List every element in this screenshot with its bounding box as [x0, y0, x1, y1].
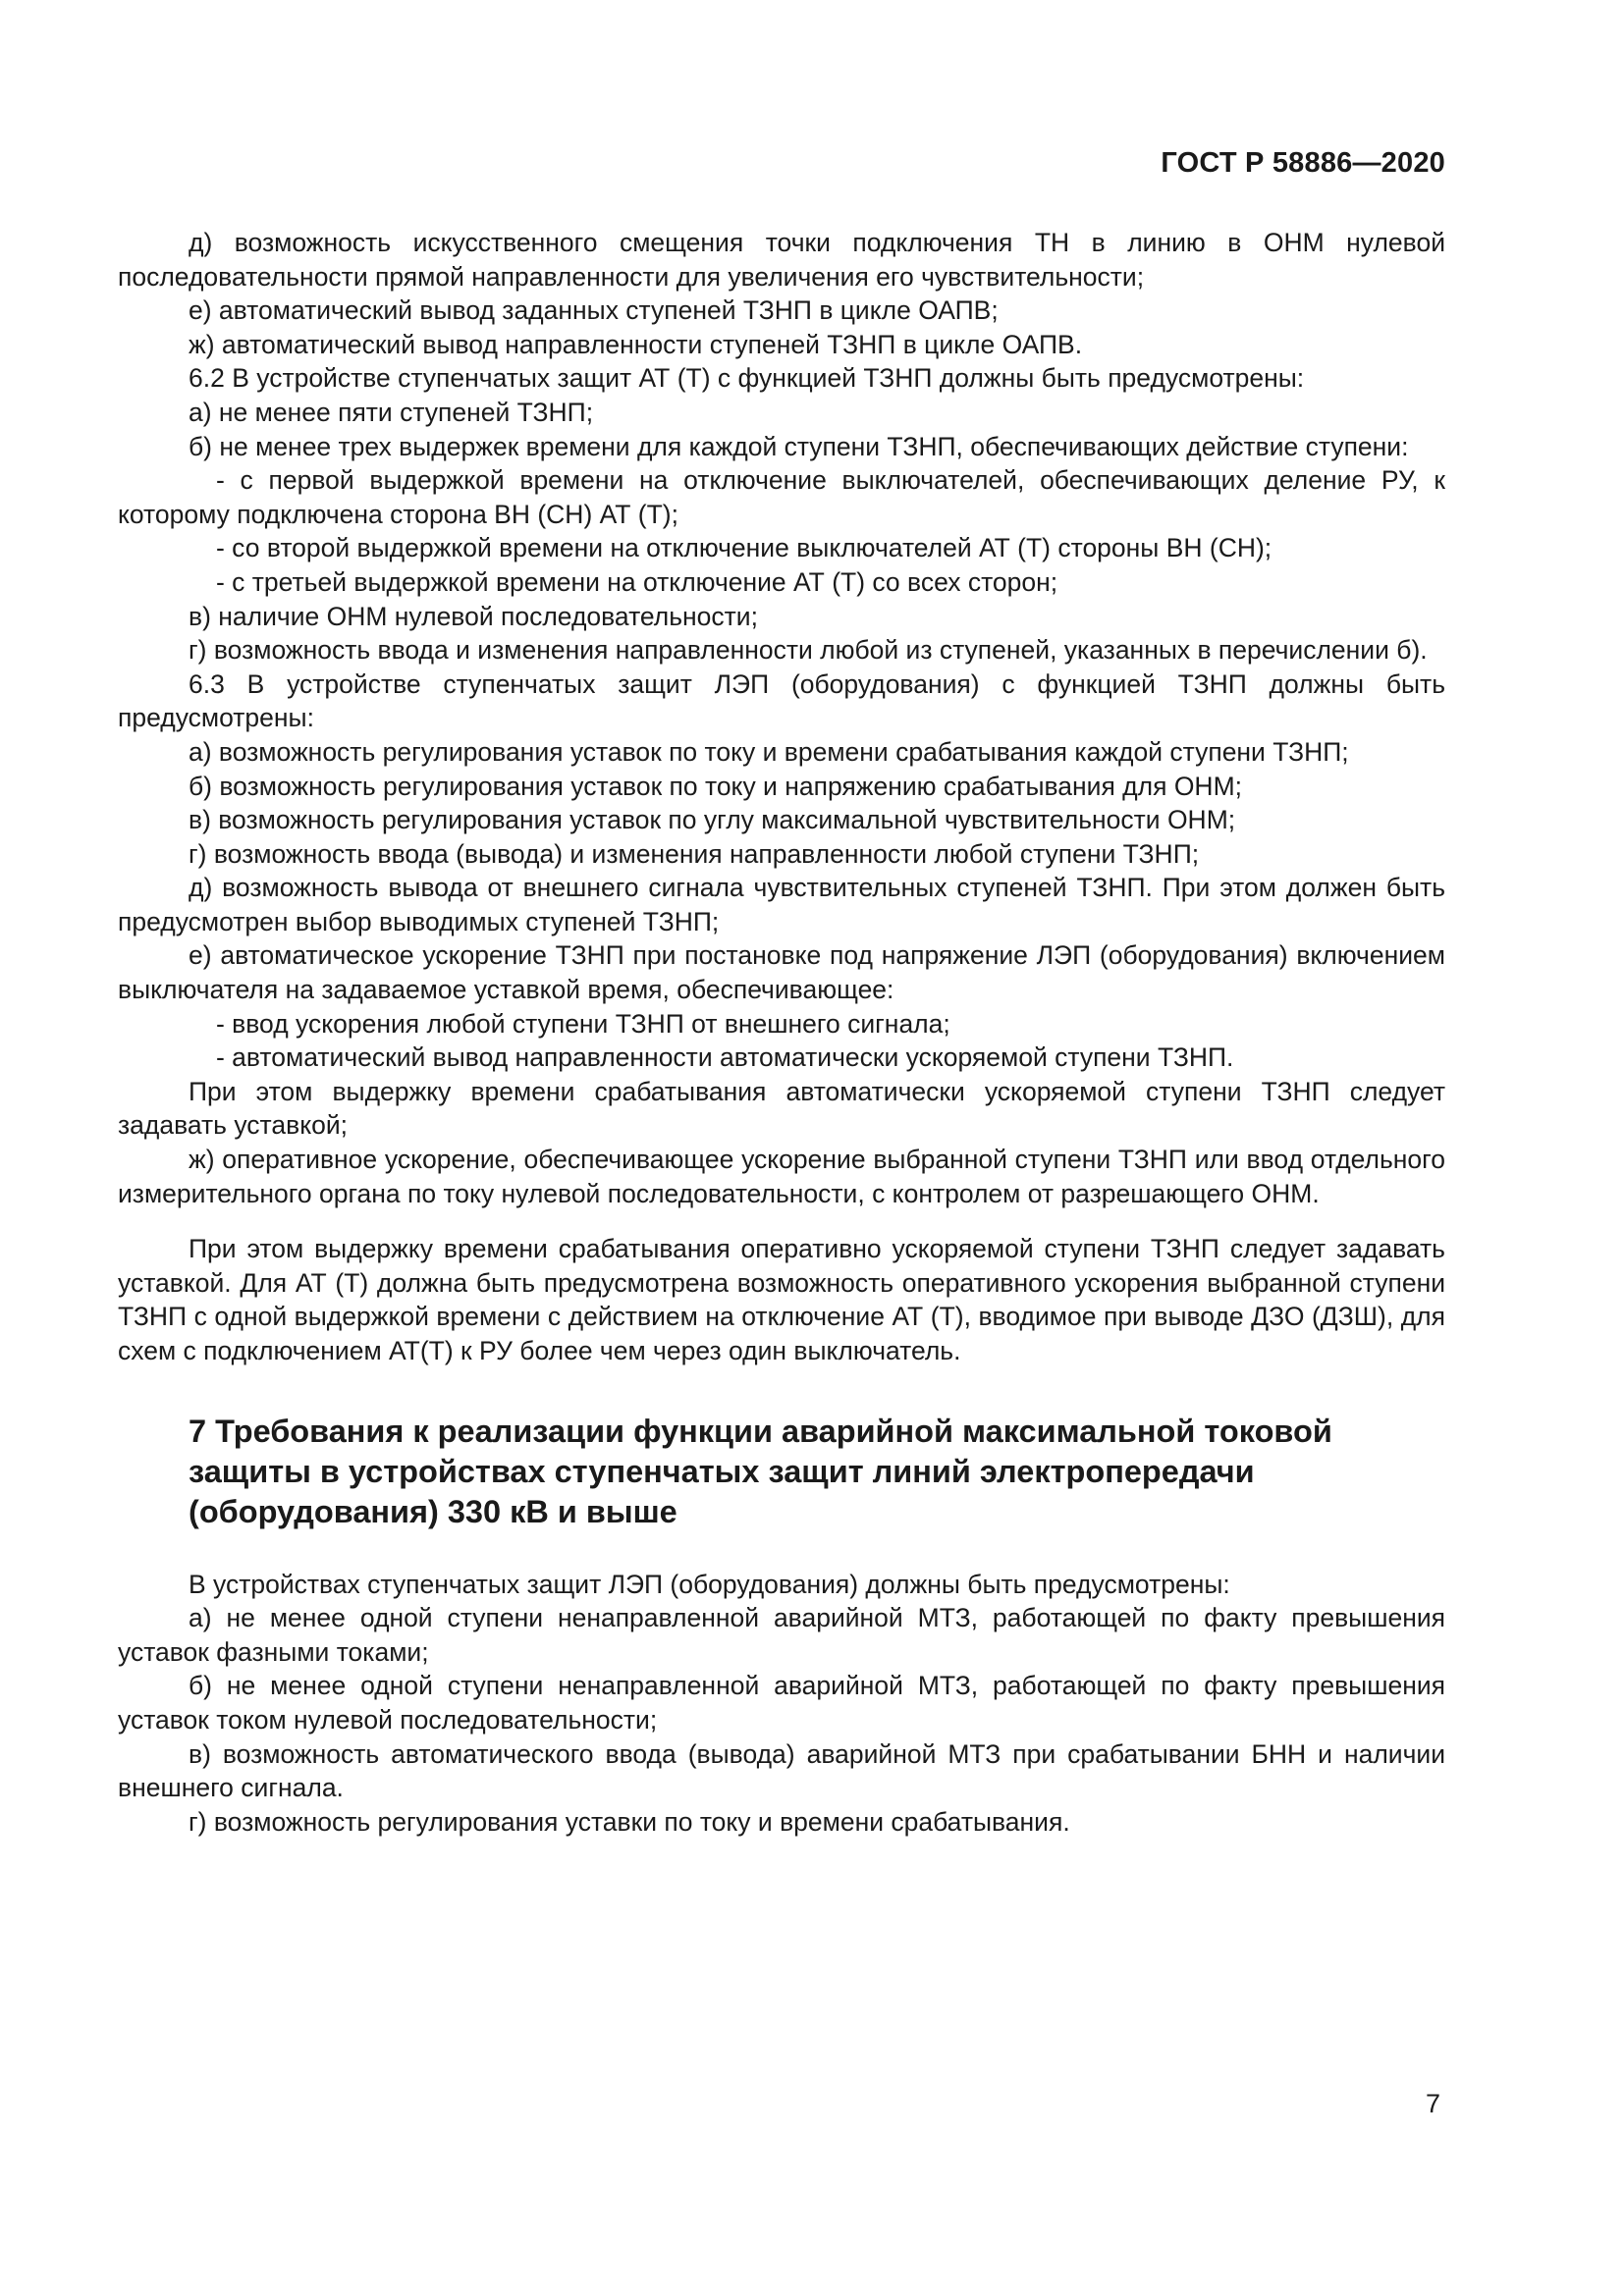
paragraph: ж) автоматический вывод направленности ступеней ТЗНП в цикле ОАПВ. [189, 329, 1083, 359]
paragraph: 6.2 В устройстве ступенчатых защит АТ (Т) с функцией ТЗНП должны быть предусмотрены: [189, 363, 1305, 394]
paragraph: При этом выдержку времени срабатывания автоматически ускоряемой ступени ТЗНП следует задавать уставкой; [118, 1076, 1445, 1141]
section-7-heading: 7 Требования к реализации функции аварийной максимальной токовой защиты в устройствах ступенчатых защит линий электропередачи (оборудования) 330 кВ и выше [189, 1413, 1332, 1529]
paragraph: При этом выдержку времени срабатывания оперативно ускоряемой ступени ТЗНП следует задавать уставкой. Для АТ (Т) должна быть предусмотрена возможность оперативного ускорения выбранной ступени ТЗНП с одной выдержкой времени с действием на отключение АТ (Т), вводимое при выводе ДЗО (ДЗШ), для схем с подключением АТ(Т) к РУ более чем через один выключатель. [118, 1234, 1445, 1365]
paragraph: е) автоматическое ускорение ТЗНП при постановке под напряжение ЛЭП (оборудования) включением выключателя на задаваемое уставкой время, обеспечивающее: [118, 940, 1445, 1005]
paragraph: б) не менее трех выдержек времени для каждой ступени ТЗНП, обеспечивающих действие ступени: [189, 431, 1409, 461]
paragraph: а) не менее одной ступени ненаправленной аварийной МТЗ, работающей по факту превышения уставок фазными токами; [118, 1603, 1445, 1667]
paragraph: д) возможность искусственного смещения точки подключения ТН в линию в ОНМ нулевой последовательности прямой направленности для увеличения его чувствительности; [118, 228, 1445, 292]
paragraph: г) возможность ввода (вывода) и изменения направленности любой ступени ТЗНП; [189, 838, 1200, 869]
paragraph: В устройствах ступенчатых защит ЛЭП (оборудования) должны быть предусмотрены: [189, 1569, 1230, 1599]
page-number: 7 [1425, 2089, 1440, 2118]
paragraphs-block-7 [118, 1568, 1445, 1840]
paragraph: г) возможность регулирования уставки по току и времени срабатывания. [189, 1806, 1070, 1837]
paragraph: - со второй выдержкой времени на отключение выключателей АТ (Т) стороны ВН (СН); [216, 533, 1272, 563]
paragraph: б) возможность регулирования уставок по току и напряжению срабатывания для ОНМ; [189, 771, 1243, 801]
paragraph: б) не менее одной ступени ненаправленной аварийной МТЗ, работающей по факту превышения уставок током нулевой последовательности; [118, 1671, 1445, 1735]
paragraph: а) не менее пяти ступеней ТЗНП; [189, 397, 594, 427]
paragraphs-block-6 [118, 226, 1445, 1368]
paragraph: д) возможность вывода от внешнего сигнала чувствительных ступеней ТЗНП. При этом должен быть предусмотрен выбор выводимых ступеней ТЗНП; [118, 873, 1445, 936]
paragraph: а) возможность регулирования уставок по току и времени срабатывания каждой ступени ТЗНП; [189, 736, 1349, 767]
paragraph: - ввод ускорения любой ступени ТЗНП от внешнего сигнала; [216, 1008, 950, 1039]
paragraph: - с первой выдержкой времени на отключение выключателей, обеспечивающих деление РУ, к которому подключена сторона ВН (СН) АТ (Т); [118, 465, 1445, 529]
document-number: ГОСТ Р 58886—2020 [1161, 147, 1445, 179]
paragraph: в) возможность автоматического ввода (вывода) аварийной МТЗ при срабатывании БНН и наличии внешнего сигнала. [118, 1738, 1445, 1803]
paragraph: е) автоматический вывод заданных ступеней ТЗНП в цикле ОАПВ; [189, 295, 999, 326]
paragraph: - с третьей выдержкой времени на отключение АТ (Т) со всех сторон; [216, 566, 1058, 597]
paragraph: ж) оперативное ускорение, обеспечивающее ускорение выбранной ступени ТЗНП или ввод отдельного измерительного органа по току нулевой последовательности, с контролем от разрешающего ОНМ. [118, 1145, 1445, 1208]
paragraph: в) наличие ОНМ нулевой последовательности; [189, 601, 758, 631]
paragraph: 6.3 В устройстве ступенчатых защит ЛЭП (оборудования) с функцией ТЗНП должны быть предусмотрены: [118, 668, 1445, 733]
paragraph: - автоматический вывод направленности автоматически ускоряемой ступени ТЗНП. [216, 1042, 1234, 1073]
page-body [118, 226, 1445, 1839]
paragraph: г) возможность ввода и изменения направленности любой из ступеней, указанных в перечислении б). [189, 635, 1428, 666]
paragraph: в) возможность регулирования уставок по углу максимальной чувствительности ОНМ; [189, 805, 1236, 835]
